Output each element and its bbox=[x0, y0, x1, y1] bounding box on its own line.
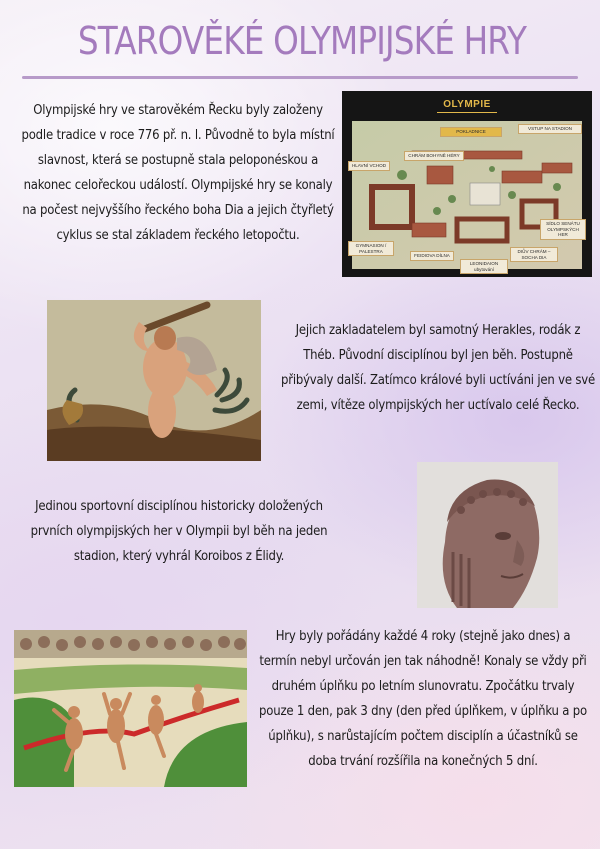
map-label-pokladnice: POKLADNICE bbox=[440, 127, 502, 137]
map-label-feidiova: FEIDIOVA DÍLNA bbox=[410, 251, 454, 261]
map-label-gymnasion: GYMNASION / PALESTRA bbox=[348, 241, 394, 256]
map-label-vstup: VSTUP NA STADION bbox=[518, 124, 582, 134]
first-games-paragraph: Jedinou sportovní disciplínou historicky doložených prvních olympijských her v Olympii byl běh na jeden stadion, který vyhrál Koroibos z Élidy. bbox=[30, 499, 328, 564]
herakles-painting bbox=[47, 300, 261, 461]
intro-paragraph: Olympijské hry ve starověkém Řecku byly založeny podle tradice v roce 776 př. n. l. Původně to byla místní slavnost, která se postupně stala peloponéskou a nakonec celořeckou událostí. Olympijské hry se konaly na počest nejvyššího řeckého boha Dia a jejich čtyřletý cyklus se stal základem řeckého letopočtu. bbox=[21, 103, 335, 243]
page-title: STAROVĚKÉ OLYMPIJSKÉ HRY bbox=[77, 19, 527, 63]
map-label-hlavni-vchod: HLAVNÍ VCHOD bbox=[348, 161, 390, 171]
kouros-head-sculpture bbox=[417, 462, 558, 608]
ancient-race-illustration bbox=[14, 630, 247, 787]
olympia-map-image bbox=[342, 91, 592, 277]
title-underline bbox=[22, 76, 578, 79]
map-label-chram-hery: CHRÁM BOHYNĚ HÉRY bbox=[404, 151, 464, 161]
map-label-leonidaion: LEONIDAION ubytování bbox=[460, 259, 508, 274]
schedule-paragraph: Hry byly pořádány každé 4 roky (stejně jako dnes) a termín nebyl určován jen tak náhodně! Konaly se vždy při druhém úplňku po letním slunovratu. Zpočátku trvaly pouze 1 den, pak 3 dny (den před úplňkem, v úplňku a po úplňku), s narůstajícím počtem disciplín a účastníků se doba trvání rozšířila na konečných 5 dní. bbox=[259, 629, 587, 769]
map-title: OLYMPIE bbox=[342, 99, 592, 113]
map-label-sidlo-senatu: SÍDLO SENÁTU OLYMPSKÝCH HER bbox=[540, 219, 586, 240]
map-label-diuv-chram: DIŮV CHRÁM – SOCHA DIA bbox=[510, 247, 558, 262]
founder-paragraph: Jejich zakladatelem byl samotný Herakles, rodák z Théb. Původní disciplínou byl jen běh. Postupně přibývaly další. Zatímco králové byli uctíváni jen ve své zemi, vítěze olympijských her uctívalo celé Řecko. bbox=[280, 323, 595, 413]
